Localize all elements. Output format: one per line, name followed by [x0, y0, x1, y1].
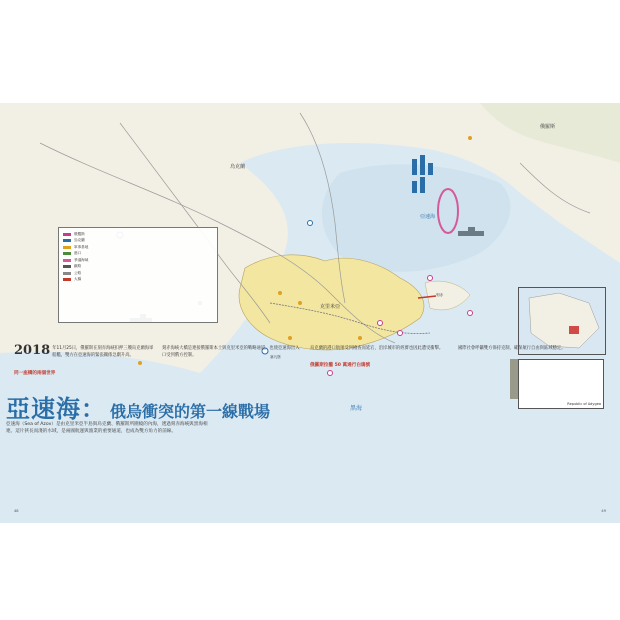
page-title: [6, 389, 270, 424]
subhead-1: 同一座橋的兩個世界: [14, 370, 56, 376]
legend-label: 鐵路: [74, 264, 82, 269]
body-column-4: [458, 345, 604, 352]
title-main: 亞速海：: [6, 394, 106, 423]
legend-label: 大橋: [74, 277, 82, 282]
folio-right: 49: [601, 509, 606, 513]
legend-label: 港口: [74, 251, 82, 256]
body-column-1: [14, 345, 154, 377]
map-spread: [0, 103, 620, 523]
subhead-2: 俄羅斯拉攏 50 萬通行白鴿號: [310, 363, 371, 369]
legend-label: 公路: [74, 270, 82, 275]
label-kerch: 刻赤: [436, 293, 444, 297]
label-russia: 俄羅斯: [540, 124, 556, 130]
legend-label: 爭議海域: [74, 257, 89, 262]
label-sevastopol: 塞凡堡: [270, 355, 281, 359]
label-crimea: 克里米亞: [320, 304, 341, 310]
title-sub: 俄烏衝突的第一線戰場: [110, 402, 271, 421]
body-text-1: 年11月25日，俄羅斯在刻赤海峽扣押三艘烏克蘭海軍船艦，雙方在亞速海的緊張關係急劇升高。: [52, 346, 154, 359]
legend-label: 軍事基地: [74, 244, 89, 249]
label-ukraine: 烏克蘭: [230, 164, 246, 170]
label-azov: 亞速海: [420, 214, 436, 220]
body-column-3: [310, 345, 450, 370]
body-column-2: [162, 345, 302, 360]
drop-year: 2018: [14, 343, 51, 358]
inset-note: Republic of Adygea: [567, 402, 601, 406]
folio-left: 48: [14, 509, 19, 513]
body-text-2: 刻赤海峽大橋是連接俄羅斯本土與克里米亞的戰略通道，也使亞速海出入口受到俄方控制。: [162, 346, 300, 359]
map-labels: [0, 103, 620, 523]
legend-label: 俄羅斯: [74, 231, 85, 236]
label-black-sea: 黑海: [350, 405, 363, 412]
body-text-3: 烏克蘭的港口航運受到檢查而延宕，沿岸城市的經濟也因此遭受衝擊。: [310, 346, 444, 351]
legend-label: 烏克蘭: [74, 238, 85, 243]
body-text-4: 國際社會呼籲雙方保持克制，確保航行自由與區域穩定。: [458, 346, 566, 351]
intro-paragraph: 亞速海（Sea of Azov）是由克里米亞半島與烏克蘭、俄羅斯所圍繞的內海，透過刻赤海峽與黑海相連。這片狹長而淺的水域，是兩國航運與漁業的重要通道，也成為雙方角力的前線。: [6, 422, 208, 435]
